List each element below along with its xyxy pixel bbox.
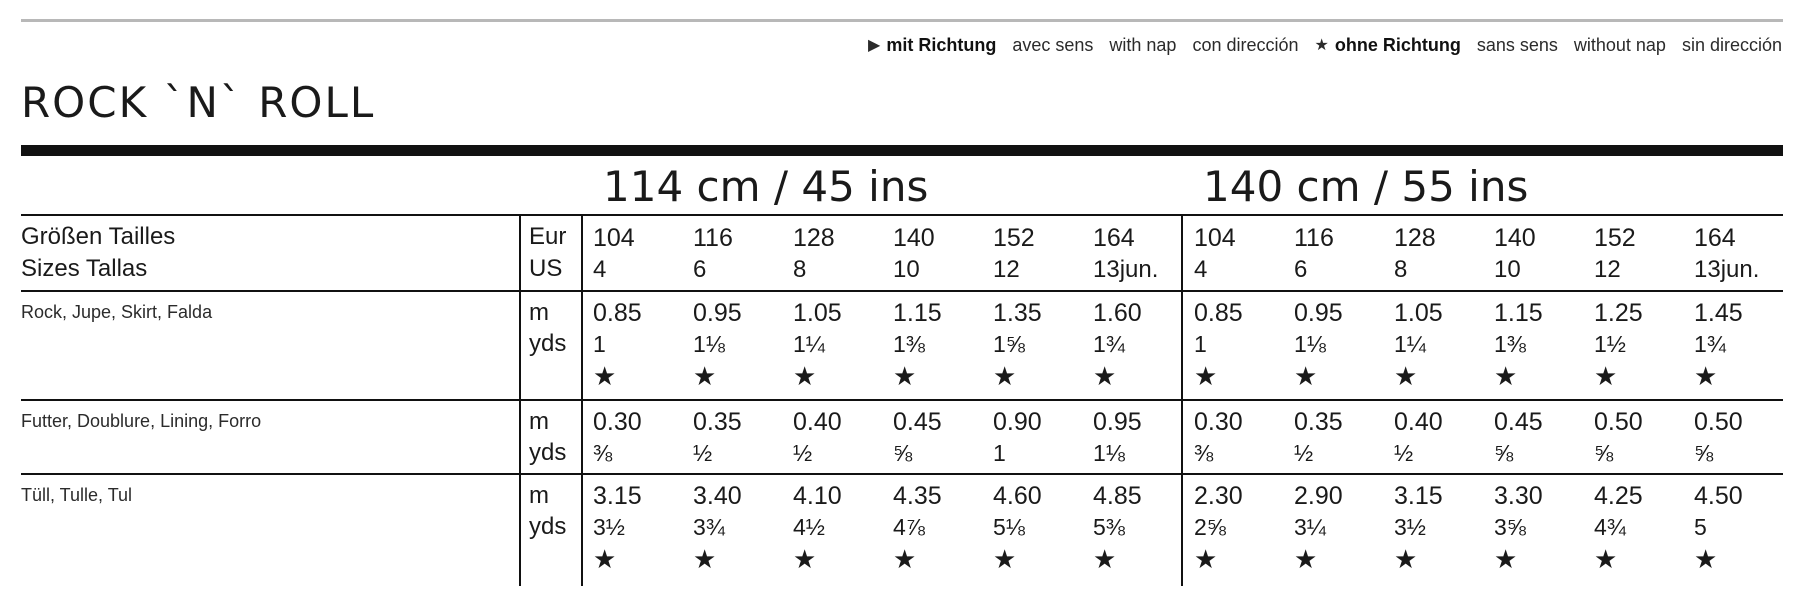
yards-value: 1½ (1594, 331, 1626, 357)
yards-value: 3¾ (693, 514, 725, 540)
meters-value: 4.50 (1694, 482, 1743, 510)
triangle-right-icon: ▶ (868, 37, 881, 54)
star-icon: ★ (1294, 544, 1318, 574)
size-eur: 104 (1194, 224, 1236, 252)
size-eur: 128 (793, 224, 835, 252)
column-rule-label (519, 214, 521, 586)
meters-value: 0.40 (793, 408, 842, 436)
meters-value: 0.30 (593, 408, 642, 436)
meters-value: 0.30 (1194, 408, 1243, 436)
sizes-label-line2: Sizes Tallas (21, 255, 148, 282)
meters-value: 0.35 (1294, 408, 1343, 436)
size-us: 10 (1494, 256, 1521, 283)
star-icon: ★ (593, 361, 617, 391)
top-rule (21, 19, 1783, 22)
meters-value: 0.95 (693, 299, 742, 327)
column-rule-width (1181, 214, 1183, 586)
star-icon: ★ (993, 544, 1017, 574)
yards-value: 1¼ (793, 331, 825, 357)
size-eur: 152 (1594, 224, 1636, 252)
legend-non-directional-en: without nap (1573, 34, 1666, 55)
meters-value: 0.45 (893, 408, 942, 436)
yards-value: 1¾ (1694, 331, 1726, 357)
yards-value: 1¼ (1394, 331, 1426, 357)
star-icon: ★ (793, 544, 817, 574)
row-label: Rock, Jupe, Skirt, Falda (21, 302, 213, 322)
legend-directional (868, 35, 996, 56)
size-unit-eur: Eur (529, 223, 567, 250)
star-icon: ★ (893, 361, 917, 391)
yards-value: ½ (1394, 440, 1414, 466)
size-unit-us: US (529, 255, 563, 282)
meters-value: 0.85 (1194, 299, 1243, 327)
yards-value: 1 (993, 440, 1006, 466)
size-us: 13jun. (1093, 256, 1159, 283)
column-rule-unit (581, 214, 583, 586)
star-icon: ★ (1294, 361, 1318, 391)
meters-value: 0.90 (993, 408, 1042, 436)
star-icon: ★ (693, 361, 717, 391)
star-icon: ★ (593, 544, 617, 574)
size-us: 4 (593, 256, 607, 283)
meters-value: 3.15 (593, 482, 642, 510)
meters-value: 0.50 (1694, 408, 1743, 436)
meters-value: 2.30 (1194, 482, 1243, 510)
yards-value: ⅝ (1494, 440, 1514, 466)
width-heading-114: 114 cm / 45 ins (603, 162, 929, 211)
legend-directional-es: con dirección (1192, 34, 1299, 55)
yards-value: ⅝ (1694, 440, 1714, 466)
row-rule (21, 473, 1783, 475)
meters-value: 0.85 (593, 299, 642, 327)
star-icon: ★ (1694, 361, 1718, 391)
meters-value: 3.40 (693, 482, 742, 510)
meters-value: 3.15 (1394, 482, 1443, 510)
star-icon: ★ (1093, 544, 1117, 574)
title-rule (21, 145, 1783, 156)
yards-value: 4¾ (1594, 514, 1626, 540)
meters-value: 3.30 (1494, 482, 1543, 510)
meters-value: 4.10 (793, 482, 842, 510)
size-us: 8 (1394, 256, 1408, 283)
legend-directional-fr: avec sens (1012, 34, 1094, 55)
size-us: 13jun. (1694, 256, 1760, 283)
yards-value: 1¾ (1093, 331, 1125, 357)
row-rule (21, 399, 1783, 401)
yards-value: 4⅞ (893, 514, 925, 540)
yards-value: ⅝ (893, 440, 913, 466)
yards-value: 5⅛ (993, 514, 1025, 540)
star-icon: ★ (1694, 544, 1718, 574)
row-label: Tüll, Tulle, Tul (21, 485, 133, 505)
meters-value: 0.50 (1594, 408, 1643, 436)
star-icon: ★ (693, 544, 717, 574)
unit-yds: yds (529, 439, 567, 466)
size-us: 12 (993, 256, 1020, 283)
star-icon: ★ (1594, 544, 1618, 574)
size-eur: 116 (693, 224, 733, 252)
row-rule (21, 290, 1783, 292)
star-icon: ★ (1494, 544, 1518, 574)
unit-m: m (529, 408, 549, 435)
size-eur: 116 (1294, 224, 1334, 252)
unit-m: m (529, 482, 549, 509)
star-icon: ★ (993, 361, 1017, 391)
meters-value: 1.25 (1594, 299, 1643, 327)
sizes-label-line1: Größen Tailles (21, 223, 176, 250)
yards-value: ⅜ (1194, 440, 1214, 466)
yards-value: 3⅝ (1494, 514, 1526, 540)
yards-value: 1 (593, 331, 606, 357)
yards-value: 1⅛ (1294, 331, 1326, 357)
star-icon: ★ (1394, 544, 1418, 574)
meters-value: 1.15 (893, 299, 942, 327)
yards-value: 1⅜ (1494, 331, 1526, 357)
yards-value: ½ (693, 440, 713, 466)
yards-value: 1⅛ (693, 331, 725, 357)
meters-value: 4.25 (1594, 482, 1643, 510)
unit-yds: yds (529, 513, 567, 540)
star-icon: ★ (1494, 361, 1518, 391)
yards-value: 1⅝ (993, 331, 1025, 357)
yards-value: ½ (1294, 440, 1314, 466)
meters-value: 0.95 (1294, 299, 1343, 327)
star-icon: ★ (1394, 361, 1418, 391)
yards-value: ⅜ (593, 440, 613, 466)
yards-value: 4½ (793, 514, 825, 540)
yards-value: 1⅜ (893, 331, 925, 357)
size-eur: 164 (1093, 224, 1135, 252)
meters-value: 1.15 (1494, 299, 1543, 327)
yards-value: 5⅜ (1093, 514, 1125, 540)
size-us: 12 (1594, 256, 1621, 283)
meters-value: 0.40 (1394, 408, 1443, 436)
star-icon: ★ (1093, 361, 1117, 391)
row-label: Futter, Doublure, Lining, Forro (21, 411, 262, 431)
meters-value: 1.05 (1394, 299, 1443, 327)
header-rule (21, 214, 1783, 216)
meters-value: 2.90 (1294, 482, 1343, 510)
legend-non-directional-es: sin dirección (1681, 34, 1782, 55)
star-icon: ★ (1194, 361, 1218, 391)
size-us: 6 (693, 256, 707, 283)
size-us: 8 (793, 256, 807, 283)
meters-value: 0.45 (1494, 408, 1543, 436)
star-icon: ★ (793, 361, 817, 391)
legend-non-directional-de: ohne Richtung (1334, 34, 1461, 55)
meters-value: 1.60 (1093, 299, 1142, 327)
star-icon: ★ (1594, 361, 1618, 391)
yards-value: 5 (1694, 514, 1707, 540)
size-eur: 140 (1494, 224, 1536, 252)
meters-value: 0.95 (1093, 408, 1142, 436)
width-heading-140: 140 cm / 55 ins (1203, 162, 1529, 211)
size-eur: 164 (1694, 224, 1736, 252)
star-icon: ★ (1314, 37, 1329, 54)
meters-value: 4.85 (1093, 482, 1142, 510)
yards-value: 1 (1194, 331, 1207, 357)
yards-value: 1⅛ (1093, 440, 1125, 466)
yards-value: 3½ (1394, 514, 1426, 540)
star-icon: ★ (1194, 544, 1218, 574)
legend-non-directional-fr: sans sens (1476, 34, 1558, 55)
yards-value: ½ (793, 440, 813, 466)
legend-directional-de: mit Richtung (886, 34, 997, 55)
star-icon: ★ (893, 544, 917, 574)
legend-non-directional (1315, 35, 1461, 56)
size-us: 10 (893, 256, 920, 283)
size-eur: 128 (1394, 224, 1436, 252)
size-us: 6 (1294, 256, 1308, 283)
unit-yds: yds (529, 330, 567, 357)
page-title: ROCK `N` ROLL (21, 78, 376, 127)
meters-value: 1.45 (1694, 299, 1743, 327)
meters-value: 4.60 (993, 482, 1042, 510)
yards-value: 3¼ (1294, 514, 1326, 540)
size-us: 4 (1194, 256, 1208, 283)
meters-value: 1.35 (993, 299, 1042, 327)
unit-m: m (529, 299, 549, 326)
meters-value: 0.35 (693, 408, 742, 436)
size-eur: 140 (893, 224, 935, 252)
size-eur: 104 (593, 224, 635, 252)
nap-legend (868, 33, 1782, 57)
meters-value: 4.35 (893, 482, 942, 510)
yards-value: 3½ (593, 514, 625, 540)
yards-value: ⅝ (1594, 440, 1614, 466)
meters-value: 1.05 (793, 299, 842, 327)
legend-directional-en: with nap (1109, 34, 1177, 55)
size-eur: 152 (993, 224, 1035, 252)
yards-value: 2⅝ (1194, 514, 1226, 540)
